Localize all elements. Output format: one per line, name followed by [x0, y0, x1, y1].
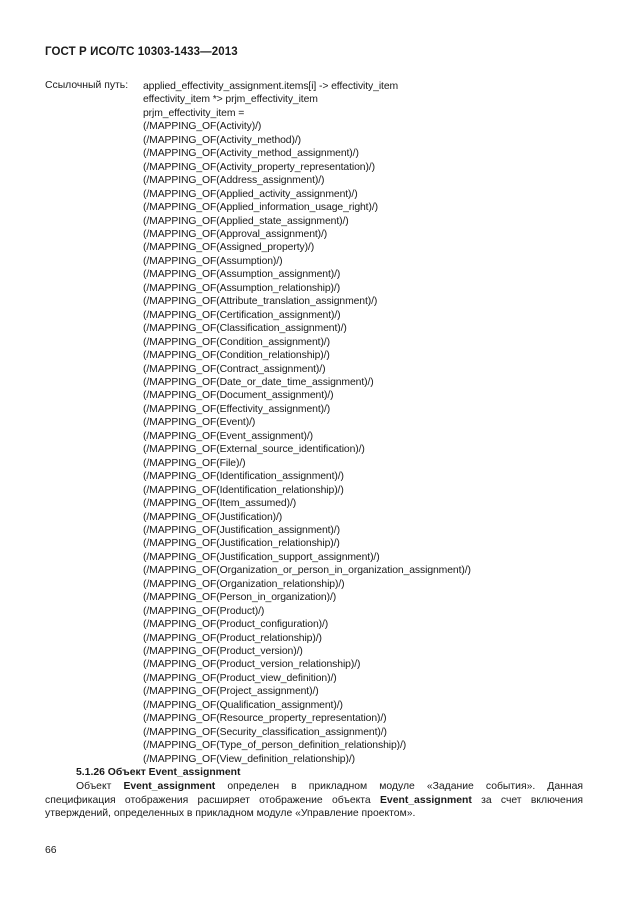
reference-path-line: (/MAPPING_OF(Justification_relationship)/) [143, 538, 340, 550]
entity-name: Event_assignment [379, 794, 472, 806]
reference-path-line: (/MAPPING_OF(Product_relationship)/) [143, 632, 322, 644]
paragraph-text: за счет включения утверждений, определенных в прикладном модуле «Управление проектом». [45, 794, 583, 819]
reference-path-line: (/MAPPING_OF(Justification_assignment)/) [143, 524, 340, 536]
entity-name: Event_assignment [123, 781, 216, 792]
reference-path-line: (/MAPPING_OF(Applied_information_usage_right)/) [143, 202, 378, 214]
reference-path-line: (/MAPPING_OF(Security_classification_assignment)/) [143, 726, 387, 738]
reference-path-line: (/MAPPING_OF(Activity_method)/) [143, 134, 301, 146]
reference-path-line: (/MAPPING_OF(External_source_identification)/) [143, 444, 365, 456]
reference-path-line: (/MAPPING_OF(Assumption_assignment)/) [143, 269, 341, 281]
paragraph-text: Объект [76, 781, 124, 792]
reference-path-line: (/MAPPING_OF(Product_view_definition)/) [143, 672, 337, 684]
reference-path-line: (/MAPPING_OF(Item_assumed)/) [143, 498, 297, 510]
document-header: ГОСТ Р ИСО/ТС 10303-1433—2013 [45, 46, 238, 58]
reference-path-line: (/MAPPING_OF(Condition_assignment)/) [143, 336, 330, 348]
reference-path-label: Ссылочный путь: [45, 80, 129, 91]
reference-path-line: (/MAPPING_OF(Contract_assignment)/) [143, 363, 326, 375]
reference-path-line: (/MAPPING_OF(Date_or_date_time_assignment)/) [143, 376, 374, 388]
reference-path-line: (/MAPPING_OF(Organization_relationship)/) [143, 578, 345, 590]
reference-path-line: (/MAPPING_OF(Assumption)/) [143, 255, 283, 267]
reference-path-line: (/MAPPING_OF(Activity)/) [143, 121, 262, 133]
reference-path-line: (/MAPPING_OF(Identification_relationship)/) [143, 484, 344, 496]
reference-path-line: (/MAPPING_OF(Classification_assignment)/) [143, 323, 347, 335]
reference-path-line: (/MAPPING_OF(Qualification_assignment)/) [143, 699, 343, 711]
reference-path-line: (/MAPPING_OF(Attribute_translation_assignment)/) [143, 296, 378, 308]
reference-path-line: (/MAPPING_OF(Product_configuration)/) [143, 619, 329, 631]
paragraph-text: определен в прикладном модуле «Задание события». Данная спецификация отображения расширяет отображение объекта [45, 781, 583, 806]
reference-path-line: (/MAPPING_OF(Type_of_person_definition_relationship)/) [143, 740, 407, 752]
reference-path-line: (/MAPPING_OF(File)/) [143, 457, 246, 469]
reference-path-line: (/MAPPING_OF(Effectivity_assignment)/) [143, 403, 331, 415]
reference-path-line: prjm_effectivity_item = [143, 107, 245, 119]
reference-path-line: applied_effectivity_assignment.items[i] -> effectivity_item [143, 81, 399, 92]
reference-path-line: effectivity_item *> prjm_effectivity_item [143, 94, 318, 106]
reference-path-line: (/MAPPING_OF(View_definition_relationship)/) [143, 753, 355, 765]
reference-path-line: (/MAPPING_OF(Product_version_relationship)/) [143, 659, 361, 671]
reference-path-line: (/MAPPING_OF(Justification_support_assignment)/) [143, 551, 380, 563]
reference-path-line: (/MAPPING_OF(Product)/) [143, 605, 265, 617]
reference-path-line: (/MAPPING_OF(Product_version)/) [143, 646, 303, 658]
reference-path-line: (/MAPPING_OF(Person_in_organization)/) [143, 592, 337, 604]
reference-path-line: (/MAPPING_OF(Organization_or_person_in_organization_assignment)/) [143, 565, 471, 577]
body-paragraph [45, 780, 583, 821]
reference-path-line: (/MAPPING_OF(Condition_relationship)/) [143, 350, 330, 362]
reference-path-line: (/MAPPING_OF(Certification_assignment)/) [143, 309, 341, 321]
reference-path-line: (/MAPPING_OF(Resource_property_representation)/) [143, 713, 387, 725]
reference-path-line: (/MAPPING_OF(Document_assignment)/) [143, 390, 334, 402]
reference-path-line: (/MAPPING_OF(Event)/) [143, 417, 256, 429]
page-number: 66 [45, 845, 57, 856]
reference-path-line: (/MAPPING_OF(Project_assignment)/) [143, 686, 319, 698]
reference-path-line: (/MAPPING_OF(Activity_method_assignment)/) [143, 148, 359, 160]
reference-path-line: (/MAPPING_OF(Activity_property_representation)/) [143, 161, 375, 173]
reference-path-line: (/MAPPING_OF(Address_assignment)/) [143, 175, 325, 187]
reference-path-line: (/MAPPING_OF(Event_assignment)/) [143, 430, 314, 442]
reference-path-line: (/MAPPING_OF(Applied_state_assignment)/) [143, 215, 349, 227]
reference-path-line: (/MAPPING_OF(Assigned_property)/) [143, 242, 315, 254]
reference-path-lines [143, 80, 613, 766]
section-heading: 5.1.26 Объект Event_assignment [76, 767, 241, 778]
reference-path-line: (/MAPPING_OF(Assumption_relationship)/) [143, 282, 341, 294]
reference-path-line: (/MAPPING_OF(Approval_assignment)/) [143, 228, 328, 240]
reference-path-line: (/MAPPING_OF(Justification)/) [143, 511, 283, 523]
reference-path-line: (/MAPPING_OF(Identification_assignment)/) [143, 471, 344, 483]
reference-path-line: (/MAPPING_OF(Applied_activity_assignment)/) [143, 188, 358, 200]
